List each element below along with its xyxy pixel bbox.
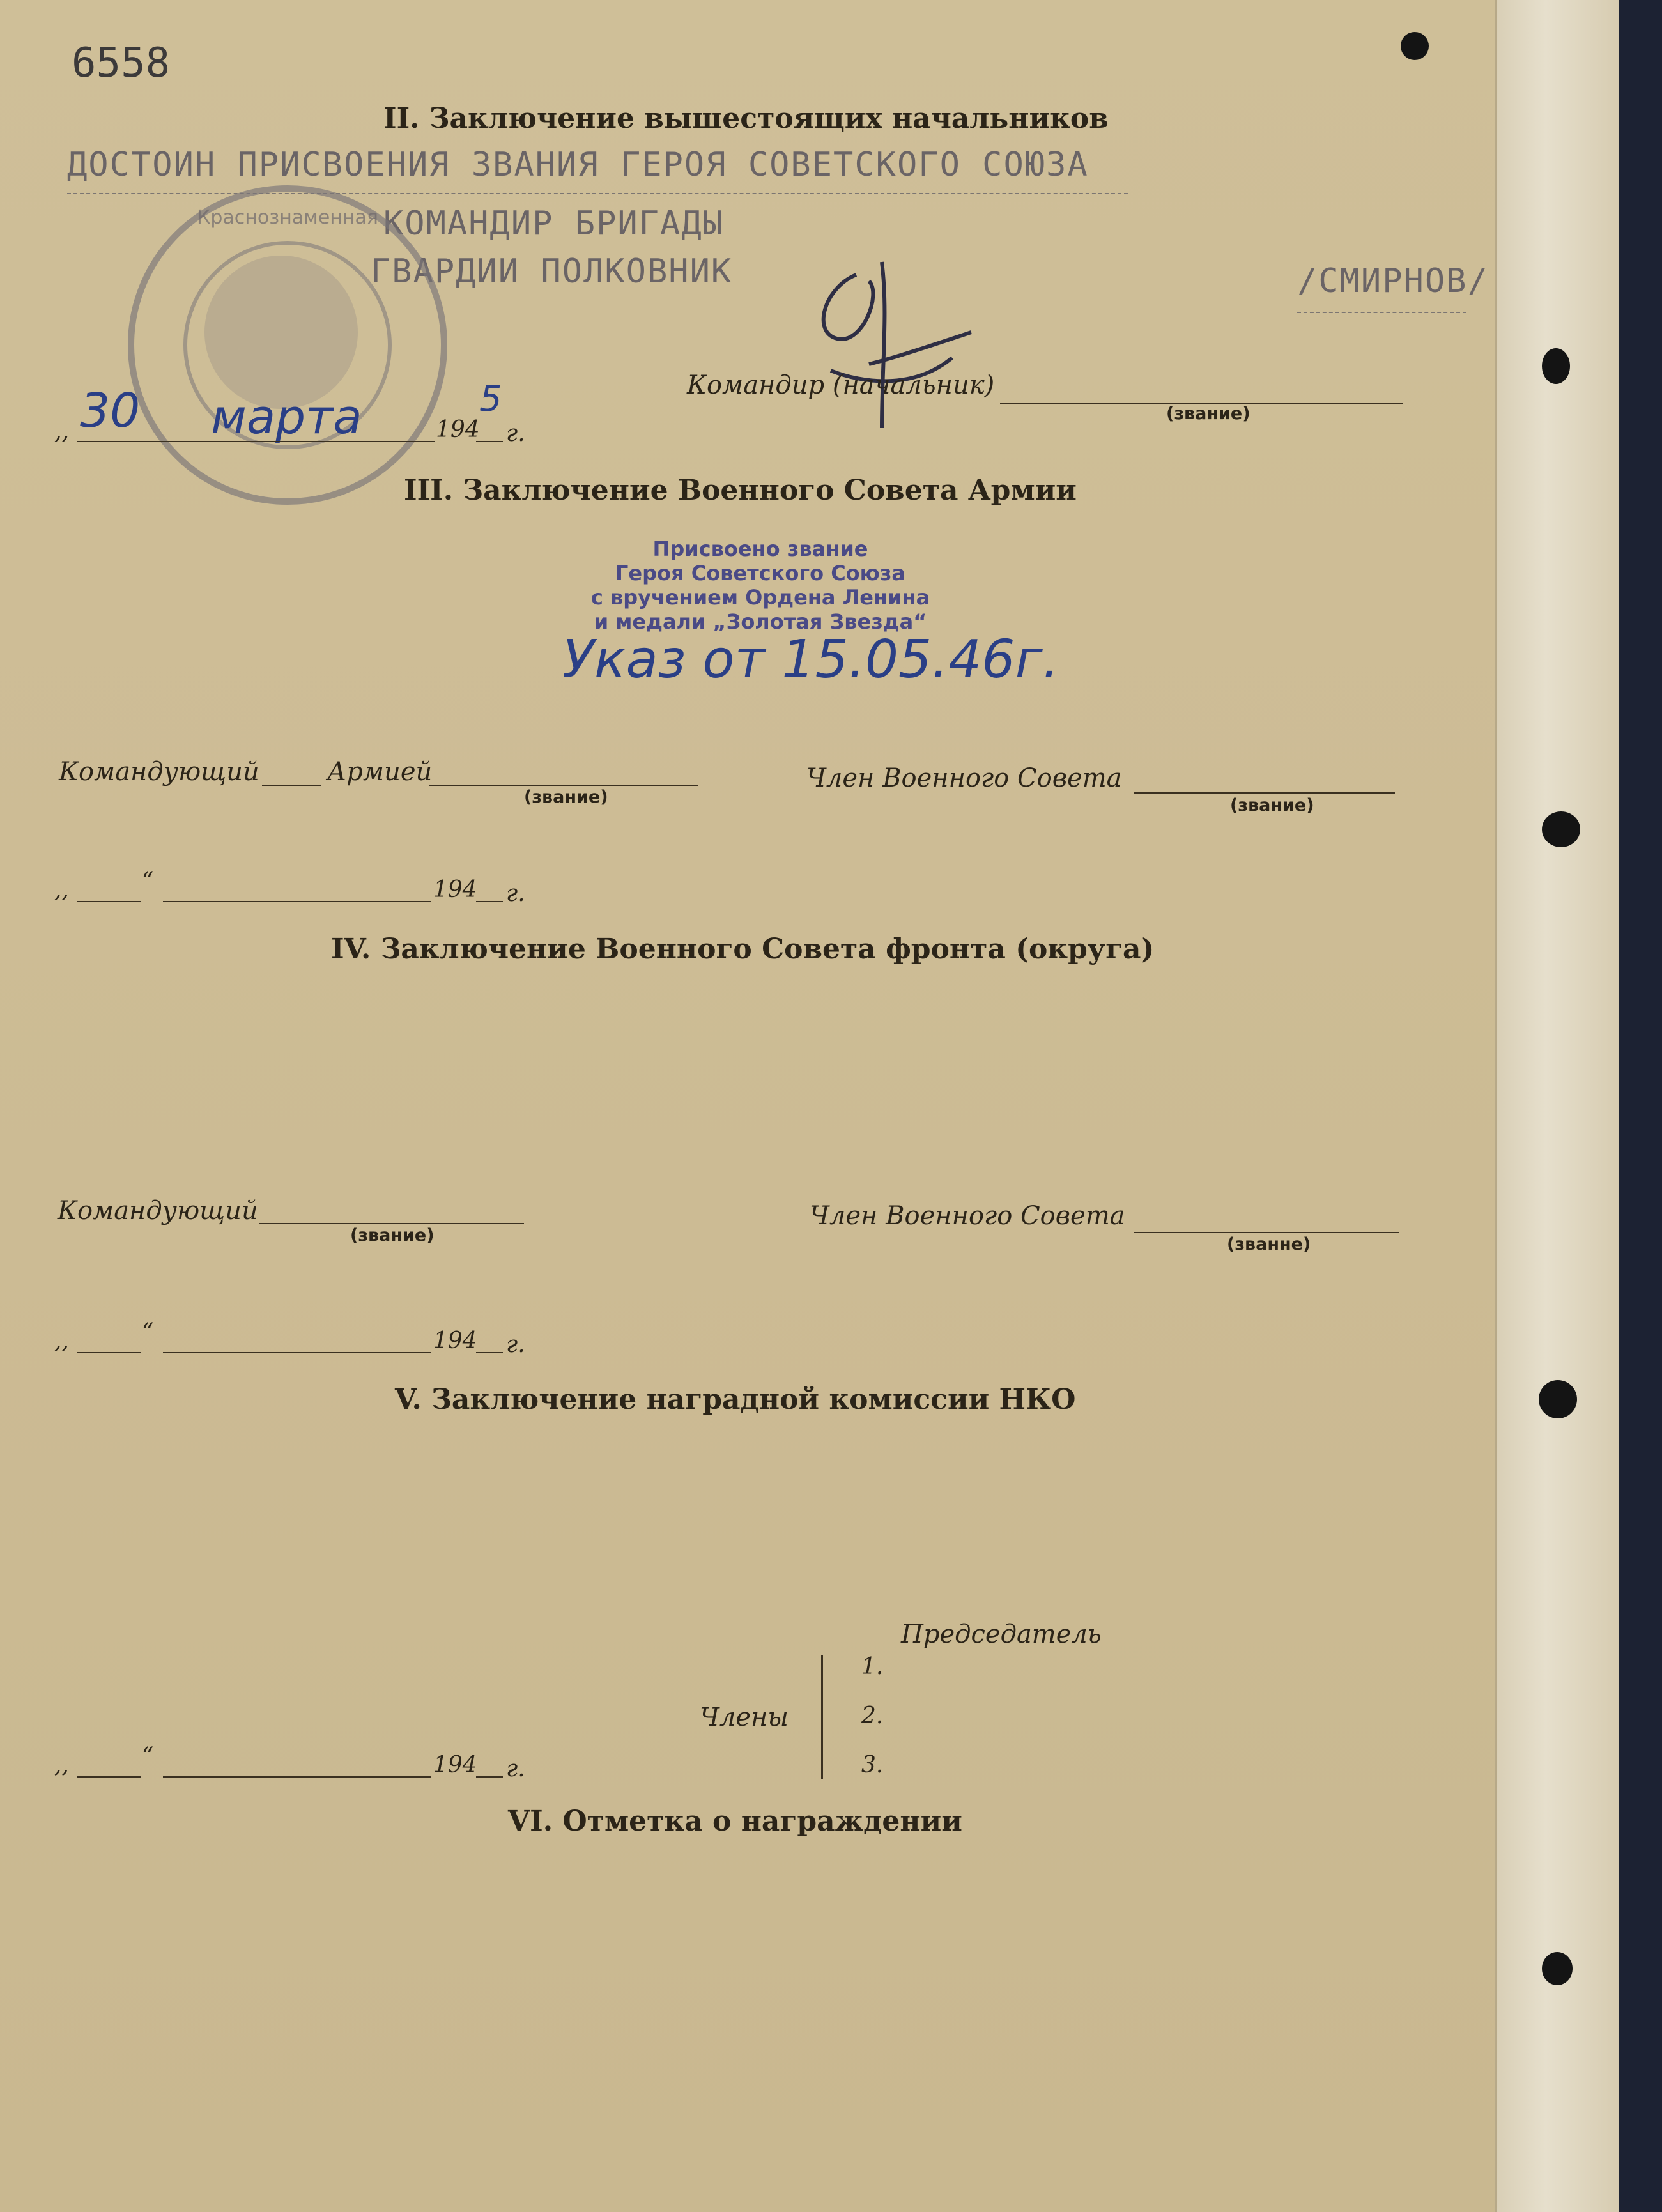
binding-margin — [1495, 0, 1619, 2212]
document-number: 6558 — [72, 40, 171, 87]
section-3-council-line — [1134, 792, 1395, 794]
binding-hole — [1542, 1952, 1573, 1985]
member-number: 1. — [861, 1654, 884, 1680]
violet-stamp-line: Героя Советского Союза — [615, 561, 905, 585]
section-2-date-year-suffix: 5 — [479, 378, 502, 420]
section-5-members-label: Члены — [700, 1703, 789, 1732]
section-4-rank-caption: (звание) — [350, 1225, 435, 1245]
section-4-council-label: Член Военного Совета — [810, 1201, 1125, 1231]
section-5-title: V. Заключение наградной комиссии НКО — [395, 1383, 1076, 1416]
section-3-commander-line-a — [262, 785, 321, 786]
signature — [786, 236, 978, 441]
violet-stamp-line: Присвоено звание — [652, 537, 868, 561]
section-3-commander-line-b — [429, 785, 698, 786]
section-4-date-month-line — [163, 1352, 431, 1353]
section-2-rank-caption: (звание) — [1166, 404, 1250, 424]
section-2-title: II. Заключение вышестоящих начальников — [383, 102, 1109, 135]
section-3-council-label: Член Военного Совета — [806, 764, 1122, 793]
section-5-date-quote-open: ,, — [54, 1752, 69, 1778]
section-4-date-quote-open: ,, — [54, 1328, 69, 1354]
section-5-date-g: г. — [506, 1756, 525, 1782]
section-4-council-line — [1134, 1232, 1399, 1233]
stamp-conclusion: ДОСТОИН ПРИСВОЕНИЯ ЗВАНИЯ ГЕРОЯ СОВЕТСКОГО СОЮЗА — [67, 146, 1089, 184]
section-3-date-g: г. — [506, 880, 525, 907]
section-2-date-quote: ,, — [54, 419, 69, 445]
name-underline — [1297, 312, 1466, 313]
section-3-date-month-line — [163, 901, 431, 902]
binding-hole — [1542, 811, 1580, 847]
section-3-date-quote-close: “ — [142, 868, 154, 894]
section-2-date-line — [77, 441, 435, 442]
binding-hole — [1542, 348, 1570, 384]
handwritten-decree: Указ от 15.05.46г. — [562, 629, 1059, 690]
section-4-council-caption: (званне) — [1227, 1234, 1311, 1254]
member-number: 2. — [861, 1703, 884, 1729]
stamp-rank: ГВАРДИИ ПОЛКОВНИК — [371, 252, 733, 291]
section-3-title: III. Заключение Военного Совета Армии — [404, 474, 1077, 507]
section-4-commander-line — [259, 1223, 524, 1224]
section-5-date-quote-close: “ — [142, 1743, 154, 1769]
section-2-date-g: г. — [506, 420, 525, 447]
round-seal — [121, 179, 454, 511]
section-5-date-year: 194 — [433, 1752, 477, 1778]
section-2-date-day: 30 — [80, 383, 141, 438]
section-4-date-g: г. — [506, 1332, 525, 1358]
section-3-date-year: 194 — [433, 877, 477, 903]
section-2-date-month: марта — [211, 390, 362, 445]
section-5-date-month-line — [163, 1776, 431, 1778]
section-6-title: VI. Отметка о награждении — [508, 1805, 962, 1838]
section-3-date-quote-open: ,, — [54, 877, 69, 903]
section-5-year-line — [476, 1776, 503, 1778]
section-2-year-line — [476, 441, 503, 442]
stamp-position: КОМАНДИР БРИГАДЫ — [383, 204, 724, 243]
section-4-date-quote-close: “ — [142, 1319, 154, 1345]
violet-award-stamp — [537, 537, 984, 634]
section-3-rank-caption: (звание) — [524, 787, 608, 807]
section-4-commander-label: Командующий — [58, 1196, 258, 1225]
section-4-date-day-line — [77, 1352, 141, 1353]
section-3-commander-label: Командующий — [59, 757, 259, 787]
members-bracket — [821, 1655, 823, 1779]
violet-stamp-line: и медали „Золотая Звезда“ — [594, 610, 927, 634]
violet-stamp-line: с вручением Ордена Ленина — [590, 585, 930, 610]
section-3-army-label: Армией — [327, 757, 433, 787]
section-2-date-year: 194 — [436, 417, 480, 443]
section-4-year-line — [476, 1352, 503, 1353]
punch-dot — [1401, 32, 1429, 60]
section-3-year-line — [476, 901, 503, 902]
section-2-commander-label: Командир (начальник) — [687, 371, 995, 400]
section-5-chairman-label: Председатель — [901, 1620, 1102, 1649]
seal-text: Краснознаменная — [197, 206, 378, 229]
section-5-date-day-line — [77, 1776, 141, 1778]
section-4-date-year: 194 — [433, 1328, 477, 1354]
stamp-name: /СМИРНОВ/ — [1297, 262, 1489, 300]
section-3-council-caption: (звание) — [1230, 795, 1314, 815]
section-3-date-day-line — [77, 901, 141, 902]
binding-hole — [1539, 1380, 1577, 1418]
section-4-title: IV. Заключение Военного Совета фронта (округа) — [331, 933, 1155, 965]
member-number: 3. — [861, 1752, 884, 1778]
